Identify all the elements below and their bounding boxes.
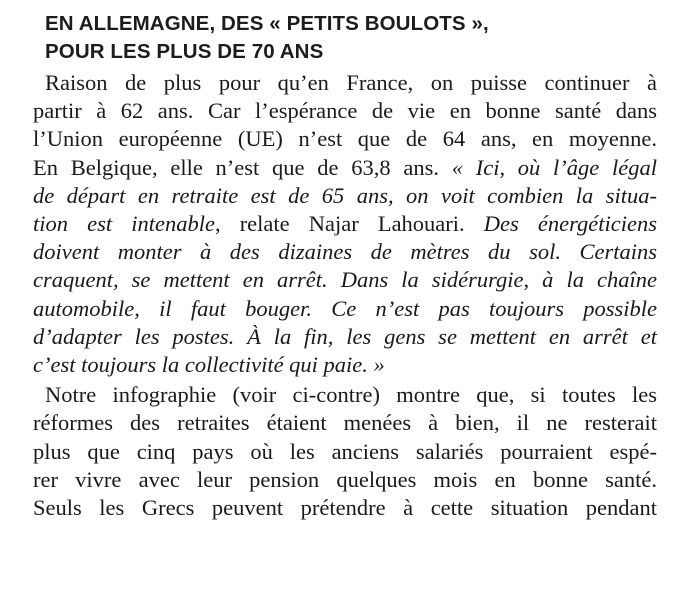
quote-text-run: c’est toujours la collectivité qui paie. » <box>33 352 385 378</box>
body-text-run: , relate Najar Lahouari. <box>214 211 484 237</box>
quote-text-run: automobile, il faut bouger. Ce n’est pas toujours possible <box>33 295 657 321</box>
heading-line-1: EN ALLEMAGNE, DES « PETITS BOULOTS », <box>45 12 489 35</box>
body-line <box>33 210 657 238</box>
body-line: l’Union européenne (UE) n’est que de 64 ans, en moyenne. <box>33 126 657 152</box>
paragraph-1 <box>33 69 657 379</box>
article-body <box>33 69 657 522</box>
body-line <box>33 154 657 182</box>
body-line: rer vivre avec leur pension quelques mois en bonne santé. <box>33 466 657 492</box>
quote-text-run: Des énergéticiens <box>483 211 657 237</box>
quote-text-run: de départ en retraite est de 65 ans, on voit combien la situa- <box>33 182 657 208</box>
body-line: Notre infographie (voir ci-contre) montre que, si toutes les <box>45 382 657 408</box>
article <box>33 10 657 522</box>
body-line: réformes des retraites étaient menées à bien, il ne resterait <box>33 410 657 436</box>
paragraph-2 <box>33 381 657 522</box>
quote-line <box>33 323 657 351</box>
quote-line <box>33 351 657 379</box>
quote-line <box>33 295 657 323</box>
quote-text-run: craquent, se mettent en arrêt. Dans la sidérurgie, à la chaîne <box>33 267 657 293</box>
quote-line <box>33 182 657 210</box>
body-line: Raison de plus pour qu’en France, on puisse continuer à <box>45 70 657 95</box>
quote-line <box>33 238 657 266</box>
quote-text-run: « Ici, où l’âge légal <box>451 154 658 180</box>
quote-text-run: doivent monter à des dizaines de mètres du sol. Certains <box>33 239 657 265</box>
body-line: plus que cinq pays où les anciens salariés pourraient espé- <box>33 438 657 464</box>
heading-line-2: POUR LES PLUS DE 70 ANS <box>45 40 324 63</box>
quote-text-run: tion est intenable <box>33 211 215 237</box>
quote-text-run: d’adapter les postes. À la fin, les gens se mettent en arrêt et <box>33 323 657 349</box>
body-line: Seuls les Grecs peuvent prétendre à cette situation pendant <box>33 495 657 521</box>
body-text-run: En Belgique, elle n’est que de 63,8 ans. <box>33 154 452 180</box>
quote-line <box>33 266 657 294</box>
article-heading <box>45 10 657 66</box>
body-line: partir à 62 ans. Car l’espérance de vie en bonne santé dans <box>33 98 657 124</box>
